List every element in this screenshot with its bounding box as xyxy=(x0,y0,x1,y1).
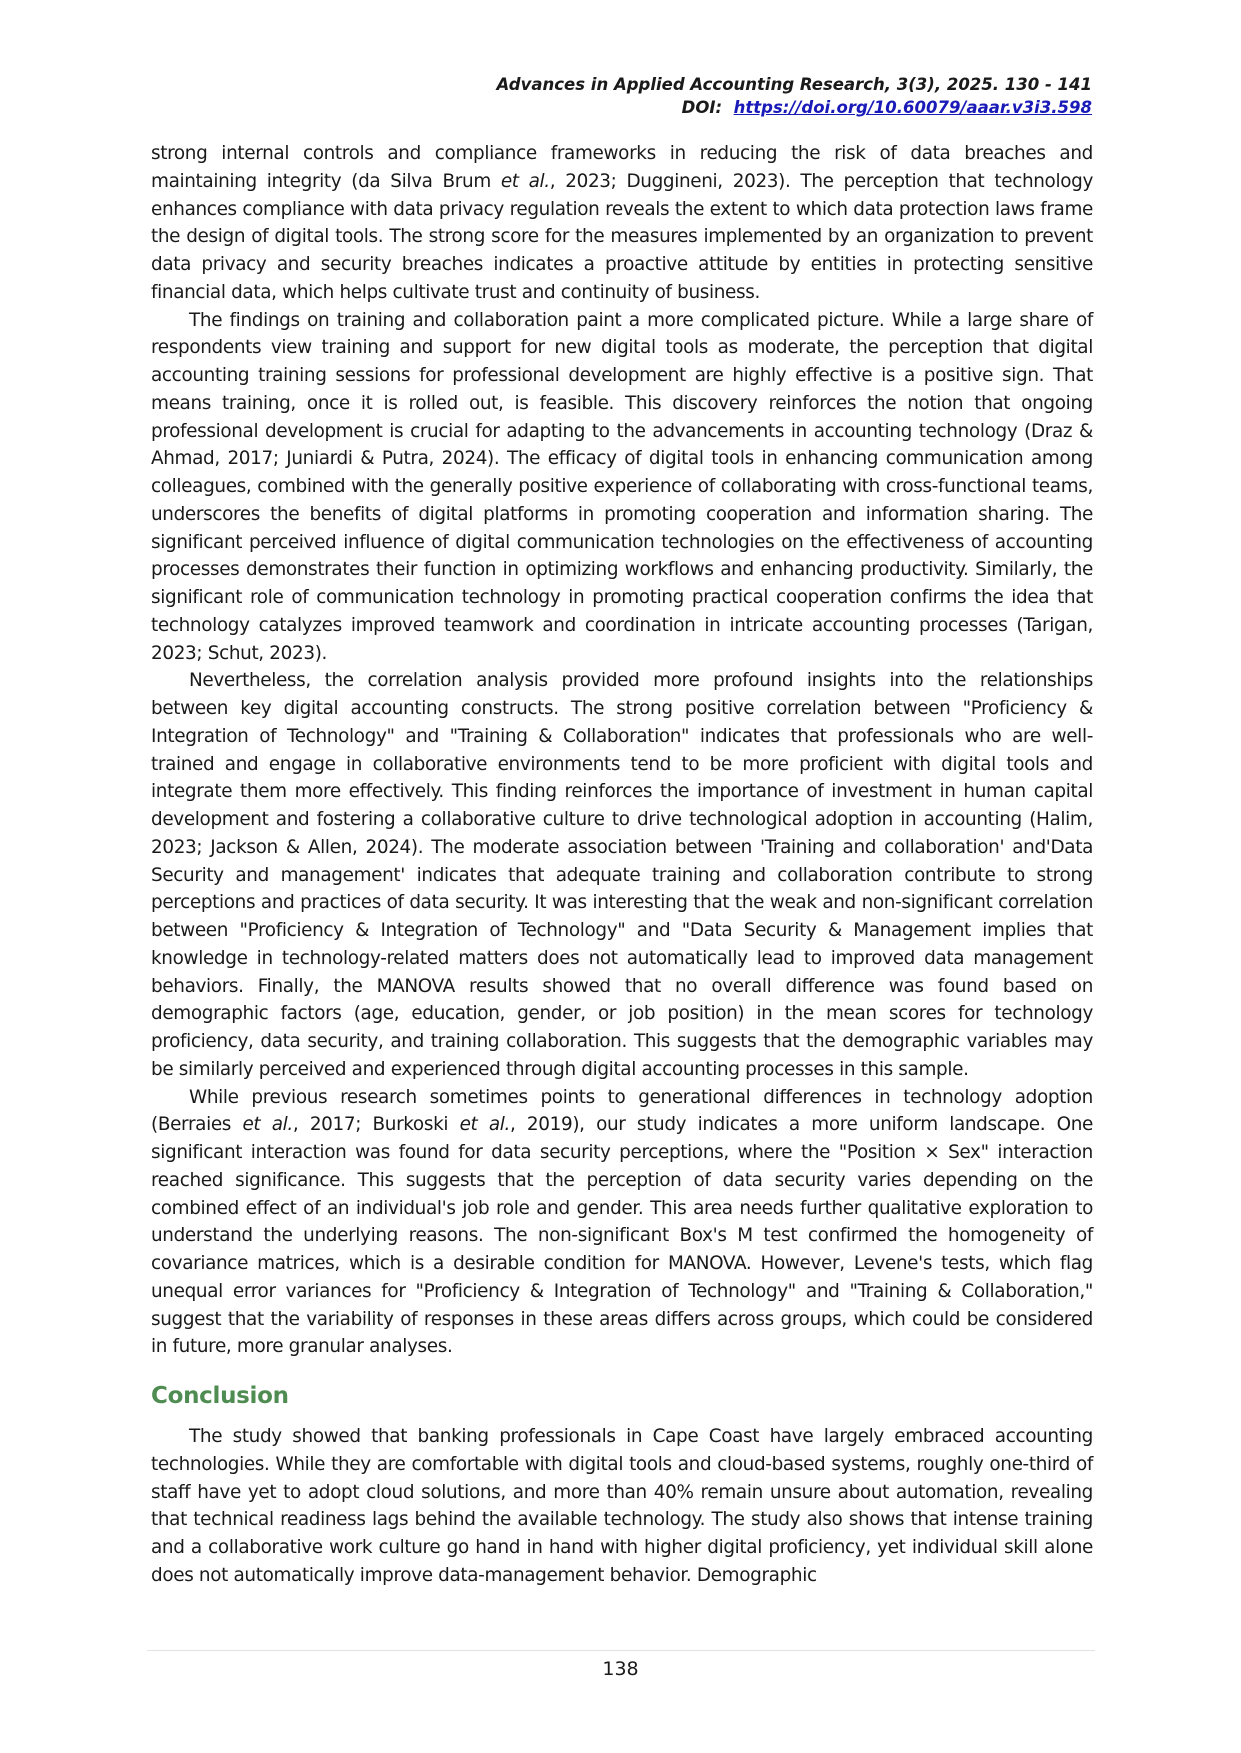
paragraph-generational-differences: While previous research sometimes points to generational differences in technology adoption (Berraies et al., 2017; Burkoski et al., 2019), our study indicates a more uniform landscape. One significant interaction was found for data security perceptions, where the "Position × Sex" interaction reached significance. This suggests that the perception of data security varies depending on the combined effect of an individual's job role and gender. This area needs further qualitative exploration to understand the underlying reasons. The non-significant Box's M test confirmed the homogeneity of covariance matrices, which is a desirable condition for MANOVA. However, Levene's tests, which flag unequal error variances for "Proficiency & Integration of Technology" and "Training & Collaboration," suggest that the variability of responses in these areas differs across groups, which could be considered in future, more granular analyses. xyxy=(151,1086,1094,1358)
footer-divider xyxy=(147,1650,1095,1651)
paragraph-training-collaboration: The findings on training and collaboration paint a more complicated picture. While a large share of respondents view training and support for new digital tools as moderate, the perception that digital accounting training sessions for professional development are highly effective is a positive sign. That means training, once it is rolled out, is feasible. This discovery reinforces the notion that ongoing professional development is crucial for adapting to the advancements in accounting technology (Draz & Ahmad, 2017; Juniardi & Putra, 2024). The efficacy of digital tools in enhancing communication among colleagues, combined with the generally positive experience of collaborating with cross-functional teams, underscores the benefits of digital platforms in promoting cooperation and information sharing. The significant perceived influence of digital communication technologies on the effectiveness of accounting processes demonstrates their function in optimizing workflows and enhancing productivity. Similarly, the significant role of communication technology in promoting practical cooperation confirms the idea that technology catalyzes improved teamwork and coordination in intricate accounting processes (Tarigan, 2023; Schut, 2023). xyxy=(151,309,1093,664)
paragraph-correlation-analysis: Nevertheless, the correlation analysis provided more profound insights into the relationships between key digital accounting constructs. The strong positive correlation between "Proficiency & Integration of Technology" and "Training & Collaboration" indicates that professionals who are well-trained and engage in collaborative environments tend to be more proficient with digital tools and integrate them more effectively. This finding reinforces the importance of investment in human capital development and fostering a collaborative culture to drive technological adoption in accounting (Halim, 2023; Jackson & Allen, 2024). The moderate association between 'Training and collaboration' and'Data Security and management' indicates that adequate training and collaboration contribute to strong perceptions and practices of data security. It was interesting that the weak and non-significant correlation between "Proficiency & Integration of Technology" and "Data Security & Management implies that knowledge in technology-related matters does not automatically lead to improved data management behaviors. Finally, the MANOVA results showed that no overall difference was found based on demographic factors (age, education, gender, or job position) in the mean scores for technology proficiency, data security, and training collaboration. This suggests that the demographic variables may be similarly perceived and experienced through digital accounting processes in this sample. xyxy=(151,670,1093,1080)
section-heading-conclusion: Conclusion xyxy=(151,1383,289,1409)
journal-citation: Advances in Applied Accounting Research, 3(3), 2025. 130 - 141 xyxy=(496,75,1092,94)
et-al: et al. xyxy=(242,1114,293,1136)
doi-label: DOI: xyxy=(681,98,723,117)
running-header xyxy=(497,73,1092,119)
page-number: 138 xyxy=(602,1658,639,1680)
et-al: et al. xyxy=(500,170,550,192)
article-body xyxy=(151,140,1093,1590)
et-al: et al. xyxy=(459,1114,510,1136)
doi-line xyxy=(497,96,1092,119)
paragraph-conclusion: The study showed that banking professionals in Cape Coast have largely embraced accounting technologies. While they are comfortable with digital tools and cloud-based systems, roughly one-third of staff have yet to adopt cloud solutions, and more than 40% remain unsure about automation, revealing that technical readiness lags behind the available technology. The study also shows that intense training and a collaborative work culture go hand in hand with higher digital proficiency, yet individual skill alone does not automatically improve data-management behavior. Demographic xyxy=(151,1426,1093,1586)
doi-link[interactable]: https://doi.org/10.60079/aaar.v3i3.598 xyxy=(733,98,1092,117)
paragraph-continued: strong internal controls and compliance frameworks in reducing the risk of data breaches and maintaining integrity (da Silva Brum et al., 2023; Duggineni, 2023). The perception that technology enhances compliance with data privacy regulation reveals the extent to which data protection laws frame the design of digital tools. The strong score for the measures implemented by an organization to prevent data privacy and security breaches indicates a proactive attitude by entities in protecting sensitive financial data, which helps cultivate trust and continuity of business. xyxy=(151,143,1093,303)
